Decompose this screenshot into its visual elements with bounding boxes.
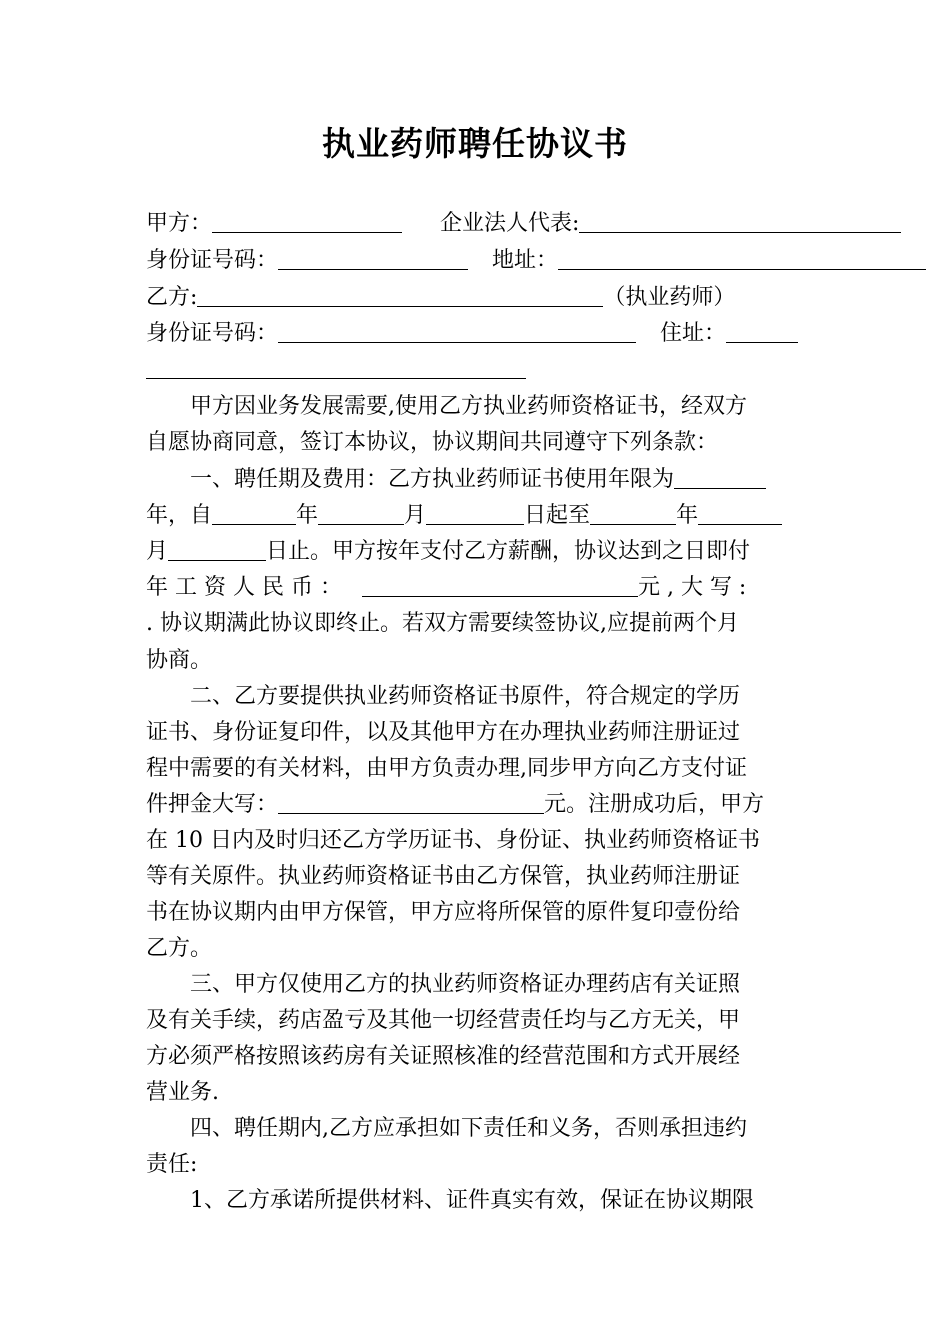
clause-4-line: 四、聘任期内,乙方应承担如下责任和义务，否则承担违约 (190, 1116, 747, 1141)
party-b-line (146, 284, 735, 312)
address-blank[interactable] (558, 247, 926, 270)
start-year-blank[interactable] (212, 502, 296, 525)
clause-3-line: 三、甲方仅使用乙方的执业药师资格证办理药店有关证照 (190, 972, 741, 997)
party-a-line (146, 210, 901, 238)
id-label-a: 身份证号码： (146, 248, 279, 273)
clause-4-item-1-line: 1、乙方承诺所提供材料、证件真实有效，保证在协议期限 (190, 1188, 754, 1213)
document-title: 执业药师聘任协议书 (322, 124, 628, 163)
salary-blank[interactable] (362, 574, 638, 597)
years-blank[interactable] (674, 466, 766, 489)
address-label: 地址： (492, 248, 559, 273)
party-a-id-line (146, 247, 926, 275)
clause-2-line: 书在协议期内由甲方保管，甲方应将所保管的原件复印壹份给 (146, 900, 741, 925)
end-year-blank[interactable] (590, 502, 676, 525)
clause-2-line: 证书、身份证复印件，以及其他甲方在办理执业药师注册证过 (146, 720, 741, 745)
start-day-blank[interactable] (426, 502, 524, 525)
clause-1-line: . 协议期满此协议即终止。若双方需要续签协议,应提前两个月 (146, 611, 739, 636)
clause-2-line: 件押金大写： 元。注册成功后，甲方 (146, 792, 765, 817)
clause-3-line: 方必须严格按照该药房有关证照核准的经营范围和方式开展经 (146, 1044, 741, 1069)
legal-rep-label: 企业法人代表: (440, 211, 580, 236)
clause-2-line: 二、乙方要提供执业药师资格证书原件，符合规定的学历 (190, 684, 741, 709)
residence-blank-continued[interactable] (146, 356, 526, 379)
party-a-blank[interactable] (212, 210, 402, 233)
clause-3-line: 营业务. (146, 1080, 219, 1105)
preamble-line: 自愿协商同意，签订本协议，协议期间共同遵守下列条款： (146, 430, 719, 455)
id-label-b: 身份证号码： (146, 321, 279, 346)
clause-2-line: 程中需要的有关材料，由甲方负责办理,同步甲方向乙方支付证 (146, 756, 747, 781)
residence-blank[interactable] (726, 320, 798, 343)
party-b-label: 乙方: (146, 285, 198, 310)
clause-4-line: 责任: (146, 1152, 198, 1177)
preamble-line: 甲方因业务发展需要,使用乙方执业药师资格证书，经双方 (190, 394, 747, 419)
party-b-note: （执业药师） (603, 285, 736, 310)
clause-1-line: 年，自 年 月 日起至 年 (146, 502, 782, 530)
clause-1-line: 协商。 (146, 648, 213, 673)
id-number-b-blank[interactable] (278, 320, 636, 343)
clause-1-line: 月 日止。甲方按年支付乙方薪酬，协议达到之日即付 (146, 539, 751, 564)
party-a-label: 甲方： (146, 211, 213, 236)
end-day-blank[interactable] (168, 538, 266, 561)
clause-1-line: 年 工 资 人 民 币 ： 元 , 大 写 : (146, 575, 747, 600)
clause-2-line: 在 10 日内及时归还乙方学历证书、身份证、执业药师资格证书 (146, 828, 760, 853)
clause-2-line: 乙方。 (146, 936, 213, 961)
residence-label: 住址： (660, 321, 727, 346)
clause-1-line: 一、聘任期及费用：乙方执业药师证书使用年限为 (146, 466, 766, 494)
end-month-blank[interactable] (698, 502, 782, 525)
id-number-a-blank[interactable] (278, 247, 468, 270)
legal-rep-blank[interactable] (579, 210, 901, 233)
clause-3-line: 及有关手续，药店盈亏及其他一切经营责任均与乙方无关，甲 (146, 1008, 741, 1033)
deposit-blank[interactable] (278, 791, 544, 814)
start-month-blank[interactable] (318, 502, 404, 525)
residence-continuation-line (146, 356, 526, 384)
party-b-blank[interactable] (197, 284, 603, 307)
party-b-id-line (146, 320, 798, 348)
clause-2-line: 等有关原件。执业药师资格证书由乙方保管，执业药师注册证 (146, 864, 741, 889)
